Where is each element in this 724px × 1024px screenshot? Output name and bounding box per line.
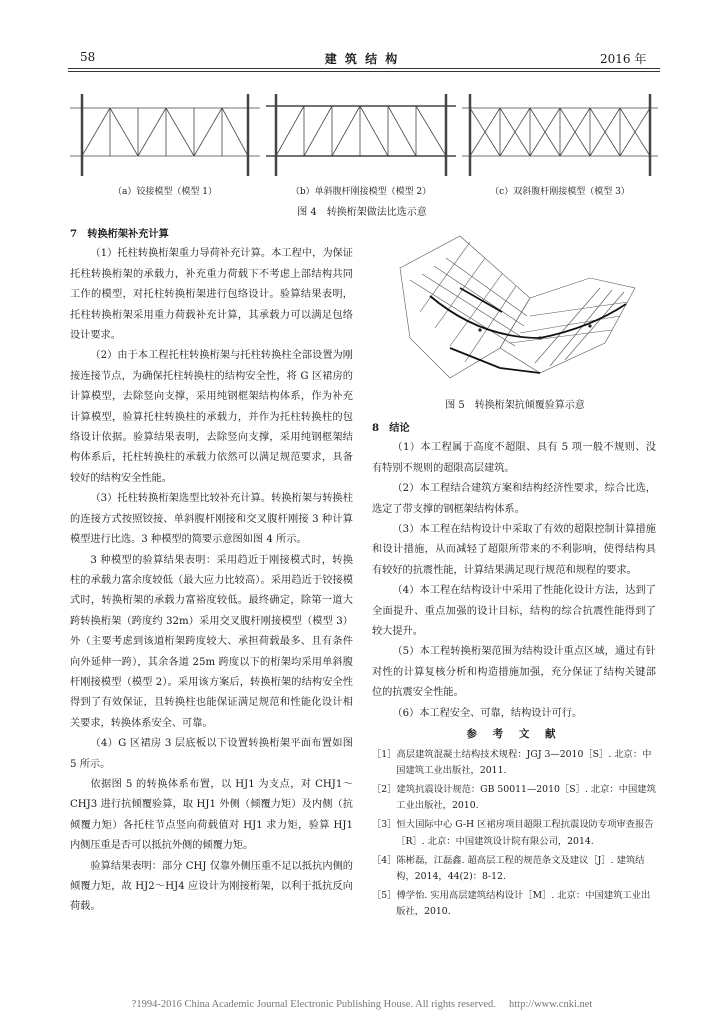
paragraph: 3 种模型的验算结果表明：采用趋近于刚接模式时，转换柱的承载力富余度较低（最大应力比较高）。采用趋近于铰接模式时，转换桁架的承载力富裕度较低。最终确定，除第一道大跨转换桁架（跨度约 32m）采用交叉腹杆刚接模型（模型 3）外（主要考虑到该道桁架跨度较大、承担荷载最多、且有条件向外延伸一跨），其余各道 25m 跨度以下的桁架均采用单斜腹杆刚接模型（模型 2）。采用该方案后，转换桁架的结构安全性得到了有效保证，且转换柱也能保证满足规范和性能化设计相关要求，转换体系安全、可靠。 — [70, 554, 353, 729]
figure4-panel-b-label: （b）单斜腹杆刚接模型（模型 2） — [290, 187, 432, 197]
paragraph: （1）本工程属于高度不超限、具有 5 项一般不规则、没有特别不规则的超限高层建筑。 — [372, 442, 656, 474]
paragraph: （6）本工程安全、可靠，结构设计可行。 — [392, 707, 583, 719]
reference-item: ［4］陈彬磊，江磊鑫. 超高层工程的规范条文及建议［J］. 建筑结构，2014，44(2)：8-12. — [372, 854, 645, 882]
paragraph: （2）由于本工程托柱转换桁架与托柱转换柱全部设置为刚接连接节点，为确保托柱转换柱的结构安全性，将 G 区裙房的计算模型，去除竖向支撑，采用纯钢框架结构体系，作为补充计算模型，验算托柱转换柱的承载力，并作为托柱转换柱的包络设计依据。验算结果表明，去除竖向支撑，采用纯钢框架结构体系后，托柱转换柱的承载力依然可以满足规范要求，具备较好的结构安全性能。 — [70, 350, 353, 484]
year: 2016 年 — [600, 52, 647, 66]
references-title: 参 考 文 献 — [466, 728, 562, 741]
paragraph: （5）本工程转换桁架范围为结构设计重点区域，通过有针对性的计算复核分析和构造措施加强，充分保证了结构关键部位的抗震安全性能。 — [372, 646, 656, 699]
paragraph: （4）G 区裙房 3 层底板以下设置转换桁架平面布置如图 5 所示。 — [70, 738, 353, 770]
page-number: 58 — [80, 50, 96, 64]
figure4-panel-a-drawing — [70, 92, 260, 178]
reference-item: ［2］建筑抗震设计规范：GB 50011—2010［S］. 北京：中国建筑工业出版社，2010. — [372, 783, 656, 812]
paragraph: 验算结果表明：部分 CHJ 仅靠外侧压重不足以抵抗内侧的倾覆力矩，故 HJ2～HJ4 应设计为刚接桁架，以利于抵抗反向荷载。 — [70, 860, 353, 913]
paragraph: 依据图 5 的转换体系布置，以 HJ1 为支点，对 CHJ1～CHJ3 进行抗倾覆验算，取 HJ1 外侧（倾覆力矩）及内侧（抗倾覆力矩）各托柱节点竖向荷载值对 HJ1 求力矩，验算 HJ1 内侧压重是否可以抵抗外侧的倾覆力矩。 — [70, 778, 353, 852]
figure4-panel-c-drawing — [462, 92, 658, 178]
left-column — [70, 224, 353, 918]
paragraph: （2）本工程结合建筑方案和结构经济性要求，综合比选，选定了带支撑的钢框架结构体系。 — [372, 483, 656, 515]
section-7-heading: 7 转换桁架补充计算 — [70, 228, 169, 240]
right-column — [372, 418, 656, 924]
reference-item: ［5］傅学怡. 实用高层建筑结构设计［M］. 北京：中国建筑工业出版社，2010. — [372, 890, 651, 918]
figure5-drawing — [390, 228, 640, 388]
reference-item: ［3］恒大国际中心 G-H 区裙房项目超限工程抗震设防专项审查报告［R］. 北京：中国建筑设计院有限公司，2014. — [372, 819, 654, 847]
section-8-heading: 8 结论 — [372, 422, 410, 434]
figure4-panel-a-label: （a）铰接模型（模型 1） — [113, 187, 217, 197]
copyright-footer: ?1994-2016 China Academic Journal Electronic Publishing House. All rights reserved. http://www.cnki.net — [131, 999, 593, 1010]
paragraph: （1）托柱转换桁架重力导荷补充计算。本工程中，为保证托柱转换桁架的承载力，补充重力荷载下不考虑上部结构共同工作的模型，对托柱转换桁架进行包络设计。验算结果表明，托柱转换桁架采用重力荷载补充计算，其承载力可以满足包络设计要求。 — [70, 248, 353, 342]
figure4-panel-b-drawing — [266, 92, 456, 178]
figure4-panel-c-label: （c）双斜腹杆刚接模型（模型 3） — [490, 187, 630, 197]
reference-item: ［1］高层建筑混凝土结构技术规程：JGJ 3—2010［S］. 北京：中国建筑工业出版社，2011. — [372, 748, 652, 776]
header-rule-second — [68, 71, 660, 72]
figure5-caption: 图 5 转换桁架抗倾覆验算示意 — [445, 400, 585, 411]
paragraph: （3）托柱转换桁架选型比较补充计算。转换桁架与转换柱的连接方式按照铰接、单斜腹杆刚接和交叉腹杆刚接 3 种计算模型进行比选。3 种模型的简要示意图如图 4 所示。 — [70, 493, 353, 546]
paragraph: （4）本工程在结构设计中采用了性能化设计方法，达到了全面提升、重点加强的设计目标，结构的综合抗震性能得到了较大提升。 — [372, 585, 656, 638]
journal-title: 建 筑 结 构 — [324, 52, 400, 66]
paragraph: （3）本工程在结构设计中采取了有效的超限控制计算措施和设计措施，从而减轻了超限所带来的不利影响，使得结构具有较好的抗震性能，计算结果满足现行规范和规程的要求。 — [372, 524, 656, 576]
figure4-caption: 图 4 转换桁架做法比选示意 — [297, 207, 427, 218]
header-rule — [68, 68, 660, 69]
